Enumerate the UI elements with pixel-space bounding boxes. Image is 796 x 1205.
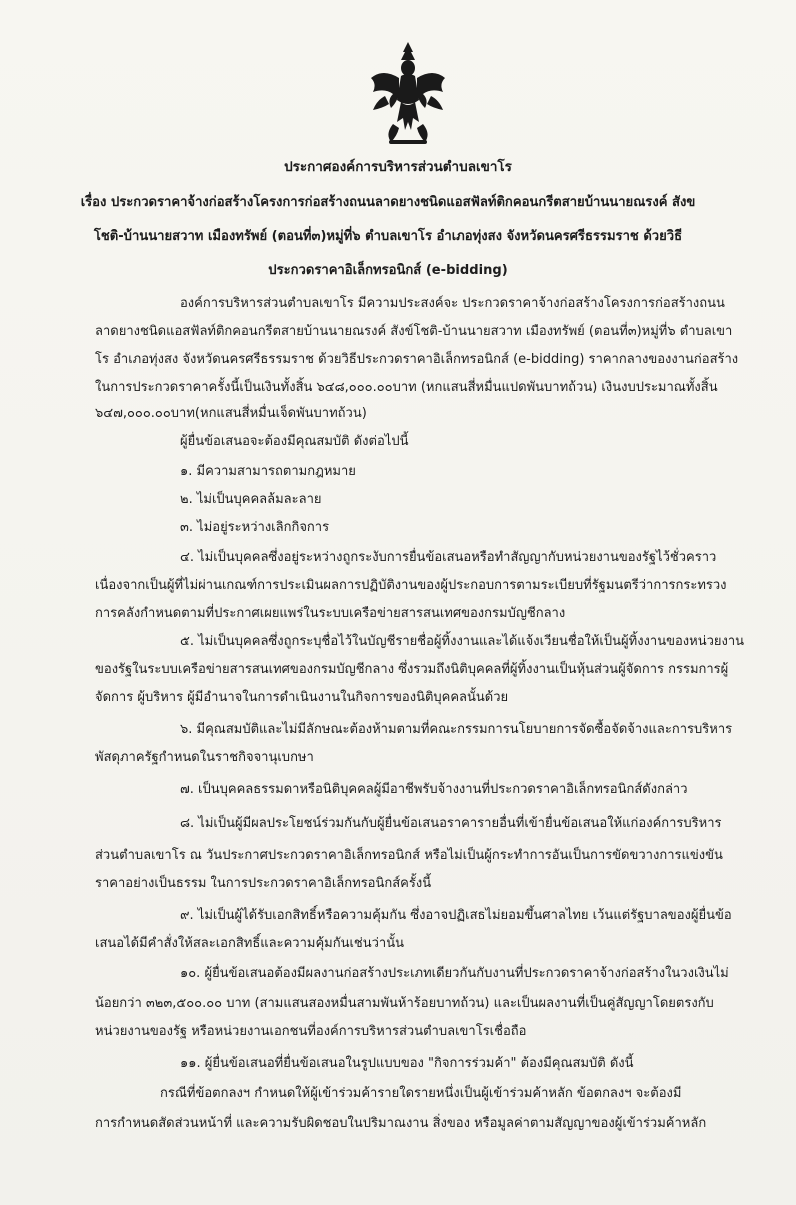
qualification-item: ๘. ไม่เป็นผู้มีผลประโยชน์ร่วมกันกับผู้ยื่นข้อเสนอราคารายอื่นที่เข้ายื่นข้อเสนอให้แก่องค์การบริหาร <box>180 816 722 831</box>
qualification-item: ๑. มีความสามารถตามกฎหมาย <box>180 464 356 479</box>
qualification-item-cont: เสนอได้มีคำสั่งให้สละเอกสิทธิ์และความคุ้มกันเช่นว่านั้น <box>95 936 405 951</box>
qualification-item-cont: การกำหนดสัดส่วนหน้าที่ และความรับผิดชอบในปริมาณงาน สิ่งของ หรือมูลค่าตามสัญญาของผู้เข้าร่วมค้าหลัก <box>95 1116 707 1131</box>
garuda-emblem <box>363 38 453 148</box>
intro-line: ลาดยางชนิดแอสฟัลท์ติกคอนกรีตสายบ้านนายณรงค์ สังข์โชติ-บ้านนายสวาท เมืองทรัพย์ (ตอนที่๓)หมู่ที่๖ ตำบลเขา <box>95 324 733 339</box>
agency-title: ประกาศองค์การบริหารส่วนตำบลเขาโร <box>284 159 512 175</box>
qualification-item: ๕. ไม่เป็นบุคคลซึ่งถูกระบุชื่อไว้ในบัญชีรายชื่อผู้ทิ้งงานและได้แจ้งเวียนชื่อให้เป็นผู้ทิ้งงานของหน่วยงาน <box>180 634 745 649</box>
qualification-item: ๑๑. ผู้ยื่นข้อเสนอที่ยื่นข้อเสนอในรูปแบบของ "กิจการร่วมค้า" ต้องมีคุณสมบัติ ดังนี้ <box>180 1056 634 1071</box>
intro-line: ในการประกวดราคาครั้งนี้เป็นเงินทั้งสิ้น ๖๔๘,๐๐๐.๐๐บาท (หกแสนสี่หมื่นแปดพันบาทถ้วน) เงินงบประมาณทั้งสิ้น <box>95 380 718 395</box>
qualification-item-cont: พัสดุภาครัฐกำหนดในราชกิจจานุเบกษา <box>95 750 314 765</box>
qualification-item: ๗. เป็นบุคคลธรรมดาหรือนิติบุคคลผู้มีอาชีพรับจ้างงานที่ประกวดราคาอิเล็กทรอนิกส์ดังกล่าว <box>180 782 688 797</box>
qualification-item-cont: ส่วนตำบลเขาโร ณ วันประกาศประกวดราคาอิเล็กทรอนิกส์ หรือไม่เป็นผู้กระทำการอันเป็นการขัดขวางการแข่งขัน <box>95 848 723 863</box>
qualification-item-cont: น้อยกว่า ๓๒๓,๕๐๐.๐๐ บาท (สามแสนสองหมื่นสามพันห้าร้อยบาทถ้วน) และเป็นผลงานที่เป็นคู่สัญญาโดยตรงกับ <box>95 996 714 1011</box>
intro-line: องค์การบริหารส่วนตำบลเขาโร มีความประสงค์จะ ประกวดราคาจ้างก่อสร้างโครงการก่อสร้างถนน <box>180 296 725 311</box>
qualification-item-cont: หน่วยงานของรัฐ หรือหน่วยงานเอกชนที่องค์การบริหารส่วนตำบลเขาโรเชื่อถือ <box>95 1024 527 1039</box>
subject-line: โชติ-บ้านนายสวาท เมืองทรัพย์ (ตอนที่๓)หมู่ที่๖ ตำบลเขาโร อำเภอทุ่งสง จังหวัดนครศรีธรรมราช ด้วยวิธี <box>93 228 683 244</box>
subject-line: ประกวดราคาอิเล็กทรอนิกส์ (e-bidding) <box>268 262 508 278</box>
qualification-item: ๙. ไม่เป็นผู้ได้รับเอกสิทธิ์หรือความคุ้มกัน ซึ่งอาจปฏิเสธไม่ยอมขึ้นศาลไทย เว้นแต่รัฐบาลของผู้ยื่นข้อ <box>180 908 732 923</box>
qualification-item-cont: ราคาอย่างเป็นธรรม ในการประกวดราคาอิเล็กทรอนิกส์ครั้งนี้ <box>95 876 432 891</box>
qualification-item-cont: กรณีที่ข้อตกลงฯ กำหนดให้ผู้เข้าร่วมค้ารายใดรายหนึ่งเป็นผู้เข้าร่วมค้าหลัก ข้อตกลงฯ จะต้องมี <box>160 1086 682 1101</box>
subject-heading <box>80 185 758 287</box>
qualification-item: ๖. มีคุณสมบัติและไม่มีลักษณะต้องห้ามตามที่คณะกรรมการนโยบายการจัดซื้อจัดจ้างและการบริหาร <box>180 722 733 737</box>
qualification-item-cont: ของรัฐในระบบเครือข่ายสารสนเทศของกรมบัญชีกลาง ซึ่งรวมถึงนิติบุคคลที่ผู้ทิ้งงานเป็นหุ้นส่วนผู้จัดการ กรรมการผู้ <box>95 662 729 677</box>
qualification-item-cont: การคลังกำหนดตามที่ประกาศเผยแพร่ในระบบเครือข่ายสารสนเทศของกรมบัญชีกลาง <box>95 606 566 621</box>
subject-line: เรื่อง ประกวดราคาจ้างก่อสร้างโครงการก่อสร้างถนนลาดยางชนิดแอสฟัลท์ติกคอนกรีตสายบ้านนายณรงค์ สังข <box>80 194 696 210</box>
qualification-item-cont: จัดการ ผู้บริหาร ผู้มีอำนาจในการดำเนินงานในกิจการของนิติบุคคลนั้นด้วย <box>95 690 509 705</box>
qualification-item: ๔. ไม่เป็นบุคคลซึ่งอยู่ระหว่างถูกระงับการยื่นข้อเสนอหรือทำสัญญากับหน่วยงานของรัฐไว้ชั่วคราว <box>180 550 717 565</box>
qualification-item: ๓. ไม่อยู่ระหว่างเลิกกิจการ <box>180 520 330 535</box>
qualifications-heading: ผู้ยื่นข้อเสนอจะต้องมีคุณสมบัติ ดังต่อไปนี้ <box>180 434 409 449</box>
qualification-item: ๒. ไม่เป็นบุคคลล้มละลาย <box>180 492 322 507</box>
qualification-item-cont: เนื่องจากเป็นผู้ที่ไม่ผ่านเกณฑ์การประเมินผลการปฏิบัติงานของผู้ประกอบการตามระเบียบที่รัฐมนตรีว่าการกระทรวง <box>95 578 727 593</box>
intro-line: ๖๔๗,๐๐๐.๐๐บาท(หกแสนสี่หมื่นเจ็ดพันบาทถ้วน) <box>95 406 367 421</box>
qualification-item: ๑๐. ผู้ยื่นข้อเสนอต้องมีผลงานก่อสร้างประเภทเดียวกันกับงานที่ประกวดราคาจ้างก่อสร้างในวงเงินไม่ <box>180 966 729 981</box>
intro-line: โร อำเภอทุ่งสง จังหวัดนครศรีธรรมราช ด้วยวิธีประกวดราคาอิเล็กทรอนิกส์ (e-bidding) ราคากลางของงานก่อสร้าง <box>95 352 739 367</box>
